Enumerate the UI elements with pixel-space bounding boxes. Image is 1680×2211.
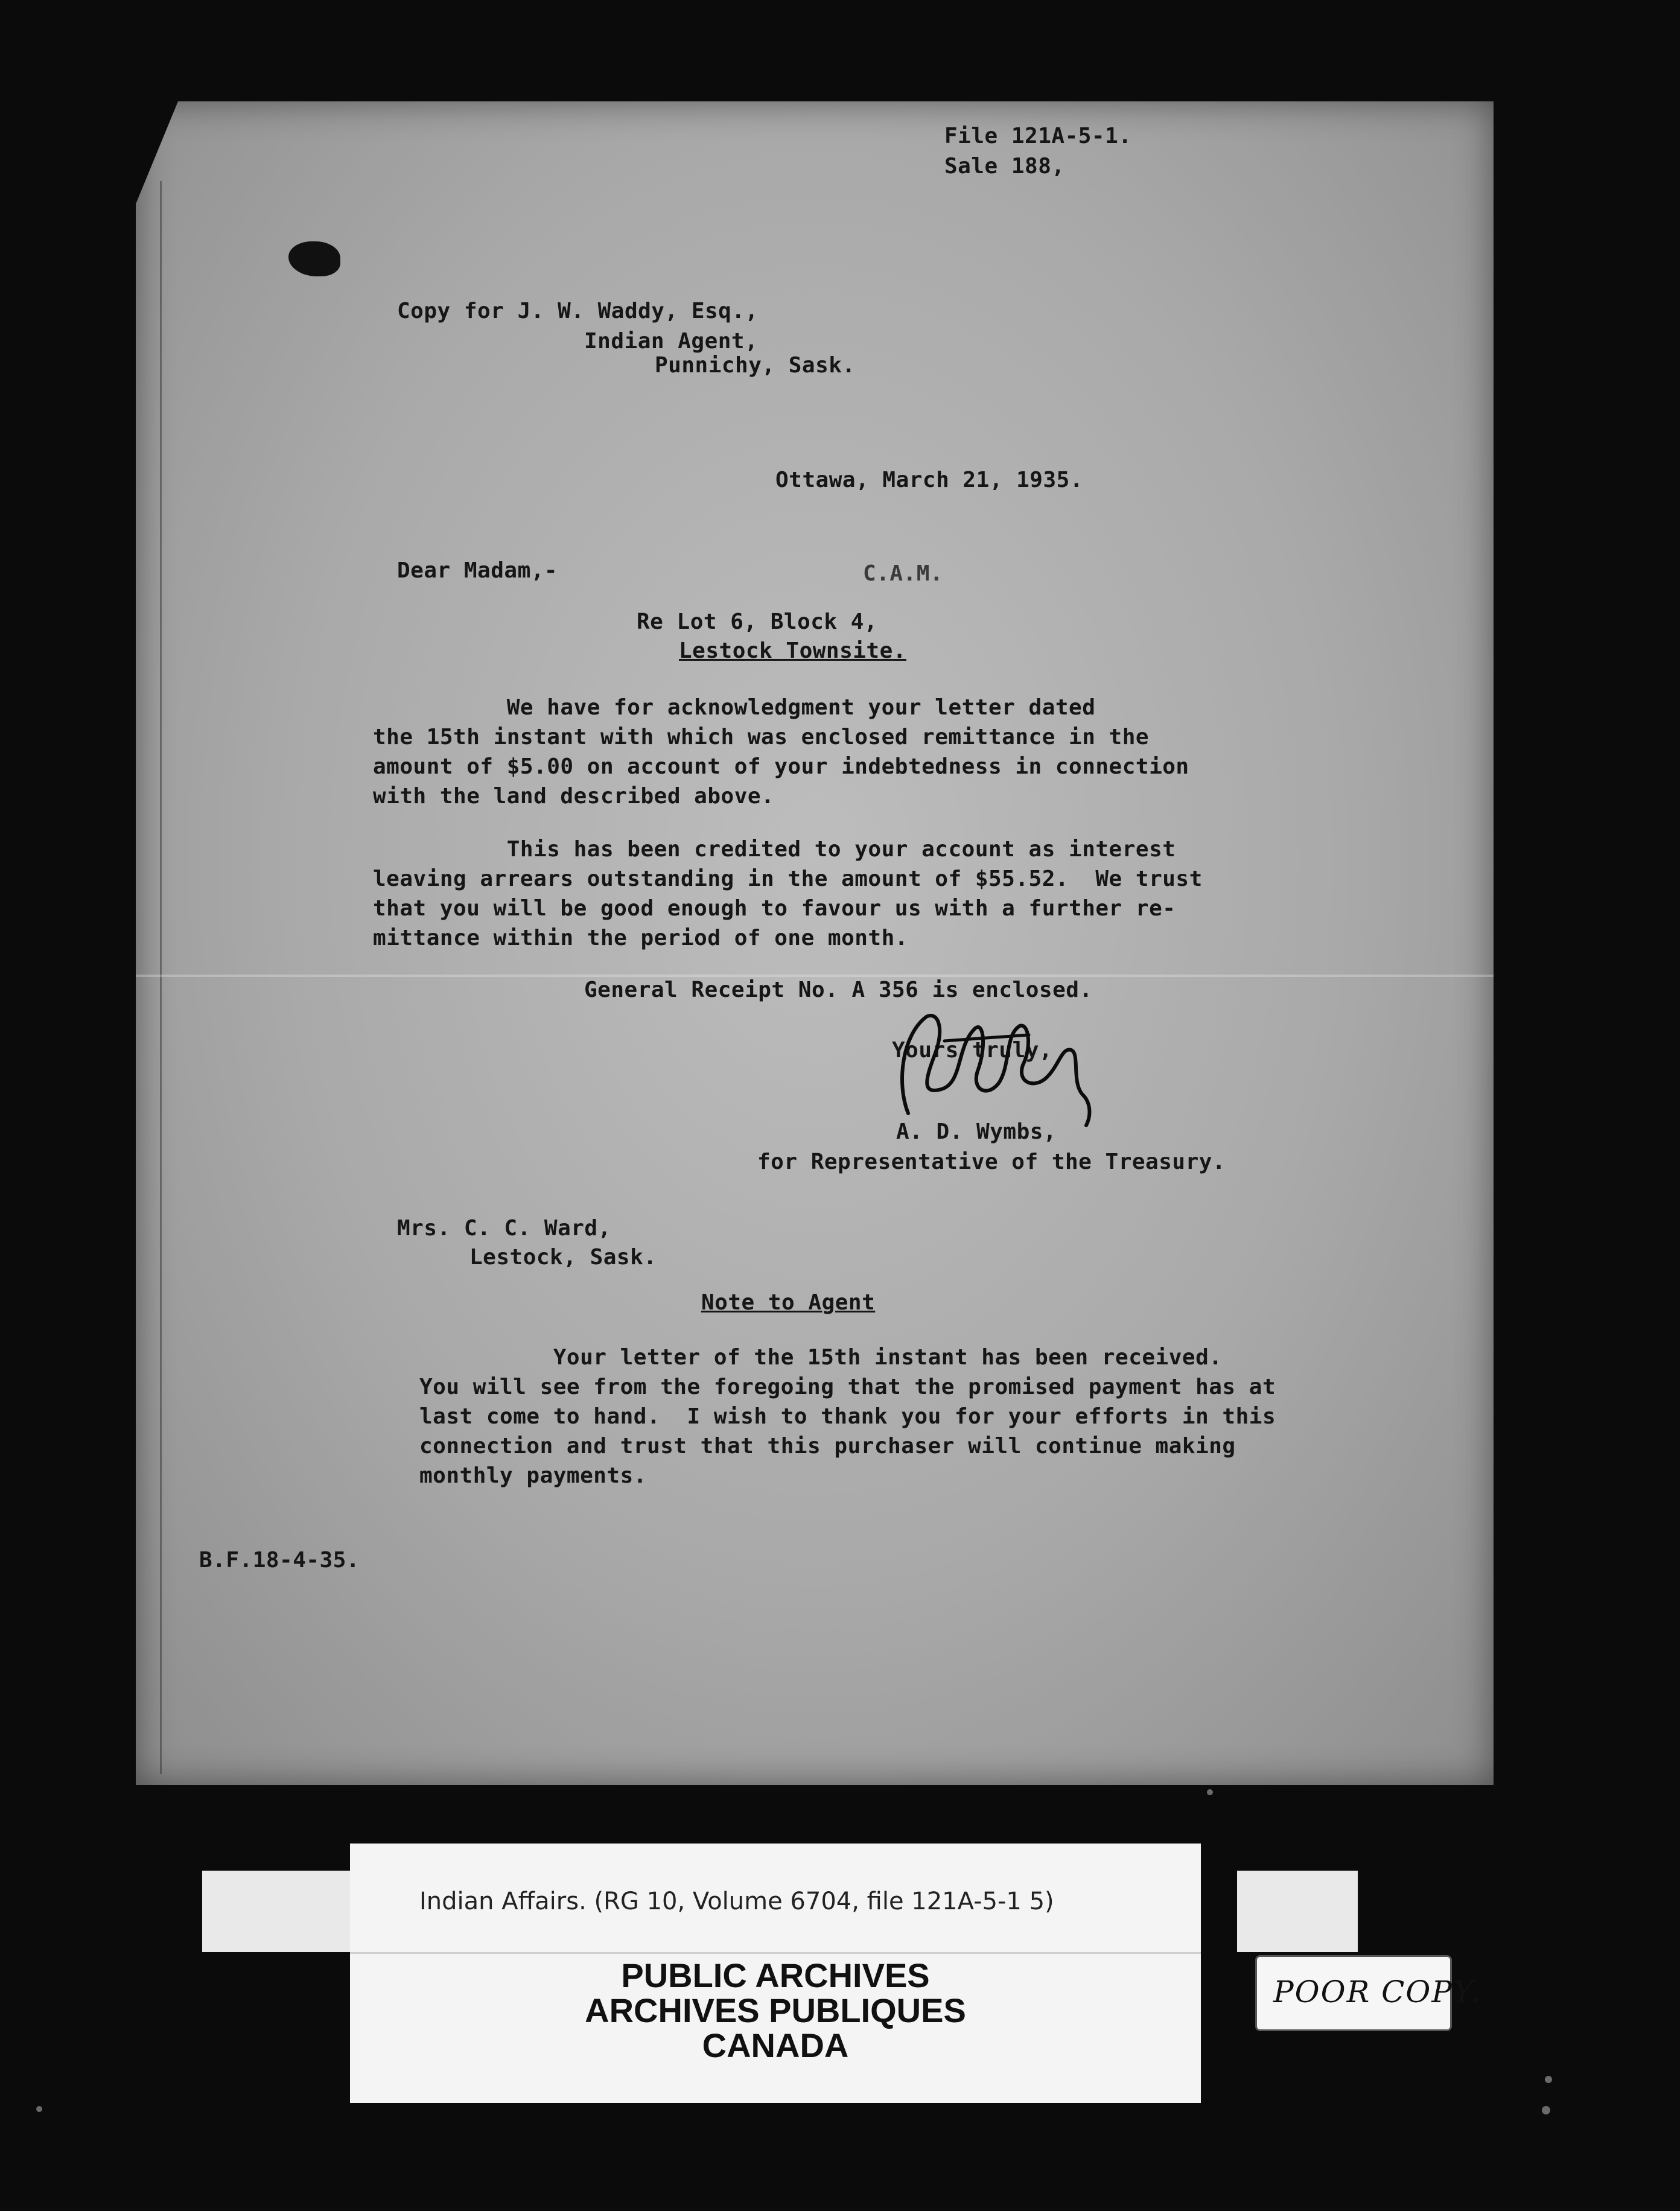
copy-for-line-1: Copy for J. W. Waddy, Esq., [397, 299, 759, 323]
paragraph-arrears: This has been credited to your account as interest leaving arrears outstanding in the amount of $55.52. We trust that you will be good enough to favour us with a further re- mittance within the period of one month. [373, 837, 1203, 950]
label-divider [350, 1952, 1201, 1954]
receipt-line: General Receipt No. A 356 is enclosed. [584, 978, 1093, 1002]
dust-speck [1207, 1789, 1213, 1795]
signer-title: for Representative of the Treasury. [757, 1150, 1226, 1174]
page-edge-shadow [160, 181, 162, 1774]
dust-speck [36, 2106, 42, 2112]
archive-name-fr: ARCHIVES PUBLIQUES [585, 1991, 966, 2029]
subject-line-2: Lestock Townsite. [679, 638, 906, 663]
label-strip-right [1237, 1871, 1358, 1952]
note-heading: Note to Agent [701, 1290, 876, 1315]
closing: Yours truly, [892, 1038, 1053, 1063]
dust-speck [1545, 2076, 1552, 2083]
salutation: Dear Madam,- [397, 558, 558, 583]
signer-name: A. D. Wymbs, [896, 1119, 1057, 1144]
copy-for-line-2: Indian Agent, [584, 329, 759, 354]
subject-line-1: Re Lot 6, Block 4, [637, 609, 878, 634]
copy-for-line-3: Punnichy, Sask. [655, 353, 856, 378]
poor-copy-handwritten-note: POOR COPY. [1273, 1974, 1481, 2009]
archive-country: CANADA [702, 2026, 849, 2064]
margin-initials: C.A.M. [863, 561, 944, 586]
paragraph-acknowledgment: We have for acknowledgment your letter dated the 15th instant with which was enclosed remittance in the amount of $5.00 on account of your indebtedness in connection with the land described above. [373, 695, 1189, 809]
addressee-line-1: Mrs. C. C. Ward, [397, 1216, 611, 1241]
dust-speck [1542, 2106, 1550, 2114]
footer-reference: B.F.18-4-35. [199, 1548, 360, 1573]
addressee-line-2: Lestock, Sask. [469, 1245, 657, 1270]
archive-citation: Indian Affairs. (RG 10, Volume 6704, file 121A-5-1 5) [419, 1888, 1054, 1915]
letter-date: Ottawa, March 21, 1935. [775, 468, 1083, 492]
archive-name-en: PUBLIC ARCHIVES [621, 1956, 930, 1994]
note-to-agent-body: Your letter of the 15th instant has been received. You will see from the foregoing that the promised payment has at last come to hand. I wish to thank you for your efforts in this connection and trust that this purchaser will continue making monthly payments. [419, 1345, 1276, 1488]
sale-reference: Sale 188, [944, 154, 1065, 179]
file-reference: File 121A-5-1. [944, 124, 1132, 148]
folded-corner [136, 101, 178, 204]
page-crease [136, 975, 1494, 977]
